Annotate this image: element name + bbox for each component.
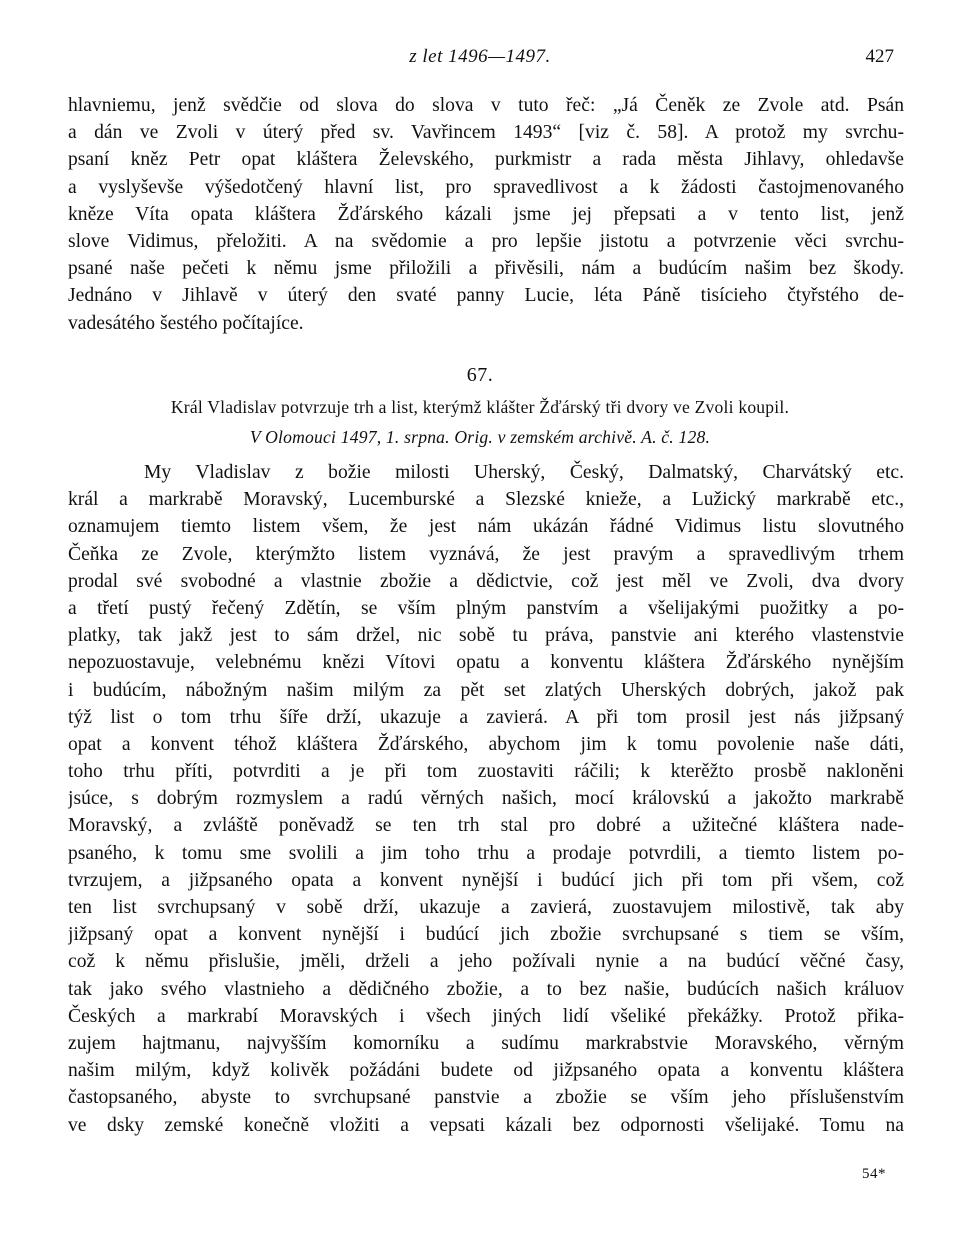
text-line: psaní kněz Petr opat kláštera Želevského, purkmistr a rada města Jihlavy, ohledavše [68,149,904,171]
text-line: ten list svrchupsaný v sobě drží, ukazuje a zavierá, zuostavujem milostivě, tak aby [68,897,904,918]
text-line: jižpsaný opat a konvent nynější i budúcí jich zbožie svrchupsané s tiem se vším, [68,924,904,946]
text-line: král a markrabě Moravský, Lucemburské a Slezské knieže, a Lužický markrabě etc., [68,489,904,511]
text-line: a dán ve Zvoli v úterý před sv. Vavřincem 1493“ [viz č. 58]. A protož my svrchu- [68,122,904,144]
text-line: opat a konvent téhož kláštera Žďárského, abychom jim k tomu povolenie naše dáti, [68,733,904,755]
text-line: hlavniemu, jenž svědčie od slova do slova v tuto řeč: „Já Čeněk ze Zvole atd. Psán [68,95,904,116]
paragraph-continued [68,92,904,337]
text-line: My Vladislav z božie milosti Uherský, Český, Dalmatský, Charvátský etc. [144,462,904,483]
text-line: což k němu přislušie, jměli, drželi a jeho požívali nynie a na budúcí věčné časy, [68,951,904,973]
text-line: prodal své svobodné a vlastnie zbožie a dědictvie, což jest měl ve Zvoli, dva dvory [68,570,904,592]
document-number: 67. [466,364,494,386]
text-line: kněze Víta opata kláštera Žďárského kázali jsme jej přepsati a v tento list, jenž [68,203,904,225]
document-body [68,459,904,1139]
text-line: platky, tak jakž jest to sám držel, nic sobě tu práva, panstvie ani kterého vlastenstvie [68,625,904,647]
printer-signature-mark: 54* [862,1166,886,1182]
text-line: tvrzujem, a jižpsaného opata a konvent nynější i budúcí jich při tom při všem, což [68,869,904,891]
text-line: slove Vidimus, přeložiti. A na svědomie a pro lepšie jistotu a potvrzenie věci svrchu- [68,230,904,252]
text-line: zujem hajtmanu, najvyšším komorníku a sudímu markrabstvie Moravského, věrným [68,1032,904,1054]
text-line: a třetí pustý řečený Zdětín, se vším plným panstvím a všelijakými puožitky a po- [68,597,904,619]
text-line: Moravský, a zvláště poněvadž se ten trh stal pro dobré a užitečné kláštera nade- [68,815,904,837]
text-line: i budúcím, nábožným našim milým za pět set zlatých Uherských dobrých, jakož pak [68,679,904,701]
text-line: našim milým, když kolivěk požádáni budete od jižpsaného opata a konventu kláštera [68,1060,904,1082]
text-line: ve dsky zemské konečně vložiti a vepsati kázali bez odpornosti všelijaké. Tomu na [68,1114,904,1136]
text-line: Jednáno v Jihlavě v úterý den svaté panny Lucie, léta Páně tisícieho čtyřstého de- [68,285,904,307]
text-line: jsúce, s dobrým rozmyslem a radú věrných našich, mocí královskú a jakožto markrabě [68,788,904,810]
page-number: 427 [865,46,894,67]
text-line: psaného, k tomu sme svolili a jim toho trhu a prodaje potvrdili, a tiemto listem po- [68,842,904,864]
text-line: psané naše pečeti k němu jsme přiložili a přivěsili, nám a budúcím našim bez škody. [68,258,904,280]
document-regest: Král Vladislav potvrzuje trh a list, kterýmž klášter Žďárský tři dvory ve Zvoli koupil. [170,397,790,417]
text-line: a vyslyševše výšedotčený hlavní list, pro spravedlivost a k žádosti častojmenovaného [68,176,904,198]
text-line: častopsaného, abyste to svrchupsané panstvie a zbožie se vším jeho příslušenstvím [68,1087,904,1109]
text-line: Českých a markrabí Moravských i všech jiných lidí všeliké překážky. Protož přika- [68,1005,904,1027]
running-header [0,46,960,74]
text-line: Čeňka ze Zvole, kterýmžto listem vyznává, že jest pravým a spravedlivým trhem [68,543,904,565]
text-line: týž list o tom trhu šíře drží, ukazuje a zavierá. A při tom prosil jest nás jižpsaný [68,706,904,728]
text-line: nepozuostavuje, velebnému knězi Vítovi opatu a konventu kláštera Žďárského nynějším [68,652,904,674]
text-line: oznamujem tiemto listem všem, že jest nám ukázán řádné Vidimus listu slovutného [68,516,904,538]
text-line: vadesátého šestého počítajíce. [68,312,304,334]
text-line: tak jako svého vlastnieho a dědičného zbožie, a to bez našie, budúcích našich králuov [68,978,904,1000]
running-title: z let 1496—1497. [409,46,551,67]
document-source: V Olomouci 1497, 1. srpna. Orig. v zemském archivě. A. č. 128. [249,427,711,447]
text-line: toho trhu příti, potvrditi a je při tom zuostaviti ráčili; k kterěžto prosbě nakloněni [68,761,904,783]
